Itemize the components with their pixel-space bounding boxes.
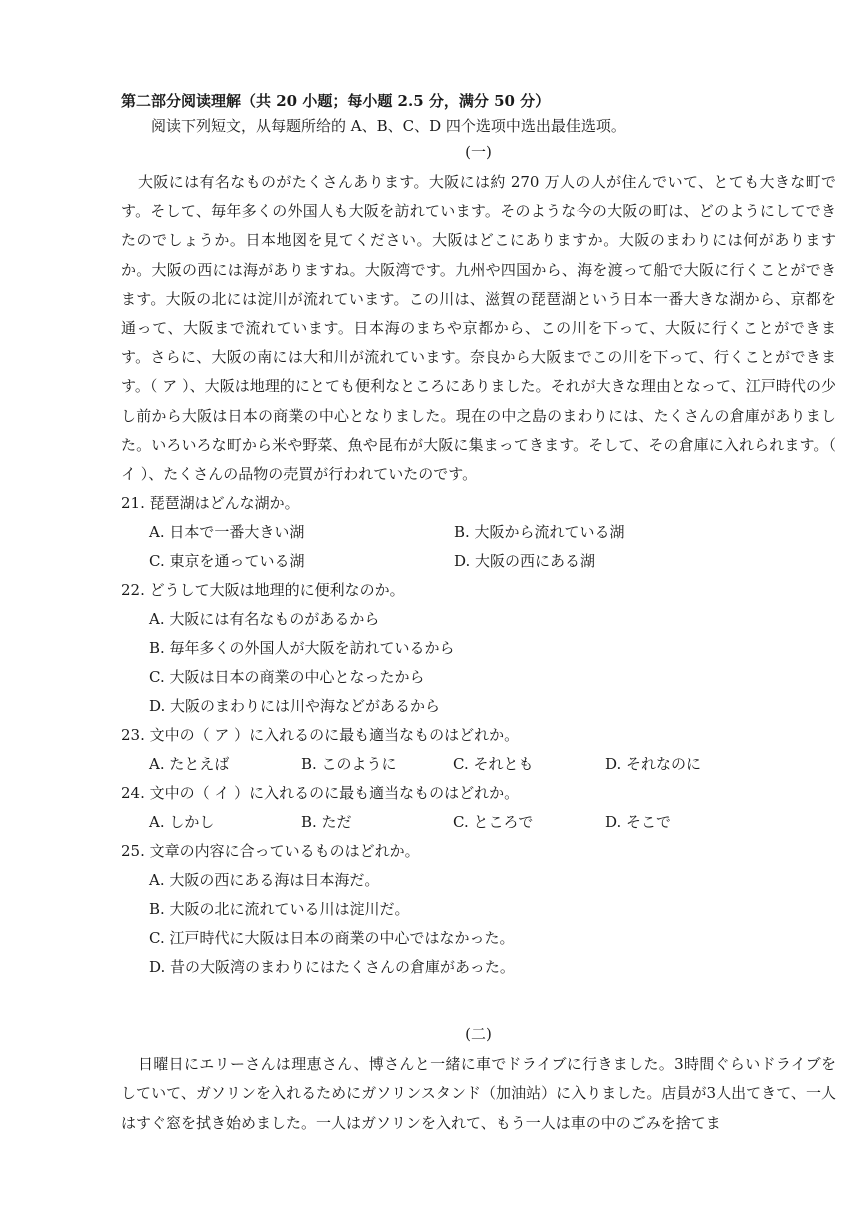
question-stem: 23. 文中の（ ア ）に入れるのに最も適当なものはどれか。: [121, 726, 520, 745]
option-d: D. 昔の大阪湾のまわりにはたくさんの倉庫があった。: [149, 958, 515, 977]
option-row: [121, 750, 836, 779]
question-stem: 22. どうして大阪は地理的に便利なのか。: [121, 581, 405, 600]
passage-2-text: 日曜日にエリーさんは理恵さん、博さんと一緒に車でドライブに行きました。3時間ぐらいドライブをしていて、ガソリンを入れるためにガソリンスタンド（加油站）に入りました。店員が3人出てきて、一人はすぐ窓を拭き始めました。一人はガソリンを入れて、もう一人は車の中のごみを捨てま: [121, 1055, 836, 1132]
option-c: C. それとも: [453, 755, 534, 774]
question-24: [121, 779, 836, 837]
question-23: [121, 721, 836, 779]
section-header: 第二部分阅读理解（共 20 小题；每小题 2.5 分，满分 50 分）: [121, 92, 551, 110]
option-c: C. 東京を通っている湖: [149, 552, 305, 571]
question-25: [121, 837, 836, 982]
option-c: C. ところで: [453, 813, 534, 832]
option-d: D. そこで: [605, 813, 672, 832]
question-21: [121, 489, 836, 576]
question-stem: 21. 琵琶湖はどんな湖か。: [121, 494, 300, 513]
option-a: A. 大阪の西にある海は日本海だ。: [149, 871, 380, 890]
question-22: [121, 576, 836, 721]
option-c: C. 江戸時代に大阪は日本の商業の中心ではなかった。: [149, 929, 515, 948]
question-stem: 25. 文章の内容に合っているものはどれか。: [121, 842, 420, 861]
option-a: A. 日本で一番大きい湖: [149, 523, 305, 542]
option-d: D. 大阪の西にある湖: [454, 552, 596, 571]
option-a: A. たとえば: [149, 755, 230, 774]
option-d: D. 大阪のまわりには川や海などがあるから: [149, 697, 441, 716]
instruction-text: 阅读下列短文，从每题所给的 A、B、C、D 四个选项中选出最佳选项。: [151, 117, 626, 135]
option-row: [121, 518, 836, 547]
option-a: A. 大阪には有名なものがあるから: [149, 610, 380, 629]
passage-1-text: 大阪には有名なものがたくさんあります。大阪には約 270 万人の人が住んでいて、とても大きな町です。そして、毎年多くの外国人も大阪を訪れています。そのような今の大阪の町は、どのようにしてできたのでしょうか。日本地図を見てください。大阪はどこにありますか。大阪のまわりには何がありますか。大阪の西には海がありますね。大阪湾です。九州や四国から、海を渡って船で大阪に行くことができます。大阪の北には淀川が流れています。この川は、滋賀の琵琶湖という日本一番大きな湖から、京都を通って、大阪まで流れています。日本海のまちや京都から、この川を下って、大阪に行くことができます。さらに、大阪の南には大和川が流れています。奈良から大阪までこの川を下って、行くことができます。（ ア ）、大阪は地理的にとても便利なところにありました。それが大きな理由となって、江戸時代の少し前から大阪は日本の商業の中心となりました。現在の中之島のまわりには、たくさんの倉庫がありました。いろいろな町から米や野菜、魚や昆布が大阪に集まってきます。そして、その倉庫に入れられます。（ イ ）、たくさんの品物の売買が行われていたのです。: [121, 173, 836, 484]
passage-2-label: (二): [465, 1025, 492, 1044]
passage-1: [121, 140, 836, 489]
passage-2: [121, 1022, 836, 1138]
option-c: C. 大阪は日本の商業の中心となったから: [149, 668, 425, 687]
option-a: A. しかし: [149, 813, 215, 832]
option-b: B. 大阪から流れている湖: [454, 523, 625, 542]
reading-section: [121, 90, 836, 1138]
option-b: B. このように: [301, 755, 397, 774]
option-d: D. それなのに: [605, 755, 702, 774]
question-stem: 24. 文中の（ イ ）に入れるのに最も適当なものはどれか。: [121, 784, 520, 803]
option-b: B. 大阪の北に流れている川は淀川だ。: [149, 900, 410, 919]
passage-1-label: (一): [465, 143, 492, 161]
option-row: [121, 547, 836, 576]
option-row: [121, 808, 836, 837]
option-b: B. 毎年多くの外国人が大阪を訪れているから: [149, 639, 455, 658]
option-b: B. ただ: [301, 813, 352, 832]
